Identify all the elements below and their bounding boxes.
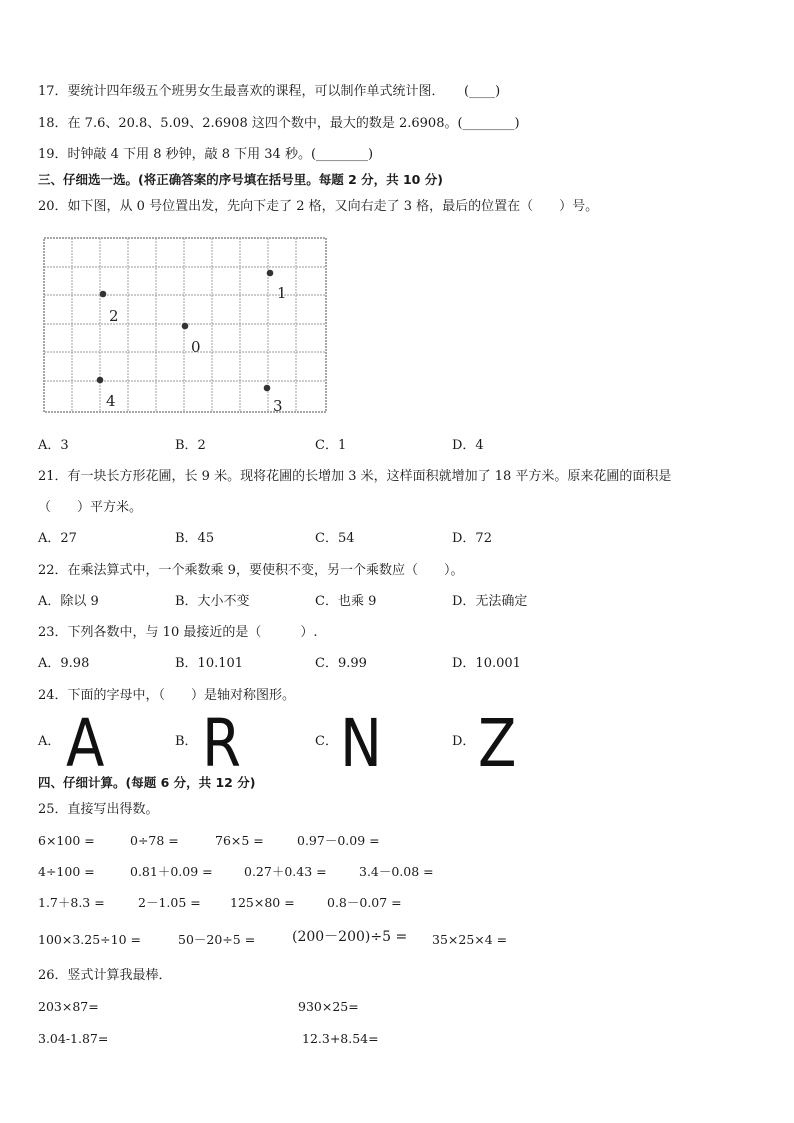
q24-option-d-label[interactable]: D．: [452, 734, 476, 749]
point-0-label: 0: [191, 338, 201, 356]
q23-option-a[interactable]: A．9.98: [38, 656, 90, 671]
q25-expr: 35×25×4 =: [432, 932, 508, 947]
q23-option-b[interactable]: B．10.101: [175, 656, 244, 671]
q25-expr: 0.81＋0.09 =: [130, 864, 213, 879]
question-22: 22．在乘法算式中，一个乘数乘 9，要使积不变，另一个乘数应（ ）。: [38, 563, 464, 578]
q20-option-a[interactable]: A．3: [38, 438, 69, 453]
q24-option-c-label[interactable]: C．: [315, 734, 338, 749]
q26-item: 930×25=: [298, 999, 359, 1014]
q22-option-d[interactable]: D．无法确定: [452, 594, 528, 609]
point-4-label: 4: [106, 392, 116, 410]
point-1-label: 1: [277, 284, 287, 302]
q20-option-b[interactable]: B．2: [175, 438, 206, 453]
q24-letter-a: A: [66, 705, 105, 782]
q21-option-a[interactable]: A．27: [38, 531, 77, 546]
q21-option-c[interactable]: C．54: [315, 531, 355, 546]
q22-option-c[interactable]: C．也乘 9: [315, 594, 377, 609]
q23-option-c[interactable]: C．9.99: [315, 656, 367, 671]
point-2-dot: [100, 291, 107, 298]
question-25: 25．直接写出得数。: [38, 802, 159, 817]
q24-option-a-label[interactable]: A．: [38, 734, 61, 749]
q24-letter-r: R: [202, 705, 241, 782]
q22-option-a[interactable]: A．除以 9: [38, 594, 99, 609]
section-3-heading: 三、仔细选一选。(将正确答案的序号填在括号里。每题 2 分，共 10 分): [38, 172, 443, 187]
q25-expr: 6×100 =: [38, 833, 95, 848]
q24-option-b-label[interactable]: B．: [175, 734, 198, 749]
point-1-dot: [267, 270, 274, 277]
q26-item: 203×87=: [38, 999, 99, 1014]
q25-expr: 0.27＋0.43 =: [244, 864, 327, 879]
question-19: 19．时钟敲 4 下用 8 秒钟，敲 8 下用 34 秒。(________): [38, 147, 374, 162]
q25-expr: 76×5 =: [215, 833, 264, 848]
point-4-dot: [97, 377, 104, 384]
question-18: 18．在 7.6、20.8、5.09、2.6908 这四个数中，最大的数是 2.6908。(________): [38, 116, 520, 131]
q20-option-d[interactable]: D．4: [452, 438, 484, 453]
q20-option-c[interactable]: C．1: [315, 438, 347, 453]
section-4-heading: 四、仔细计算。(每题 6 分，共 12 分): [38, 775, 256, 790]
q21-option-d[interactable]: D．72: [452, 531, 492, 546]
q25-expr: (200－200)÷5 =: [292, 929, 408, 945]
q25-expr: 1.7＋8.3 =: [38, 895, 105, 910]
q26-item: 3.04-1.87=: [38, 1031, 109, 1046]
question-20: 20．如下图，从 0 号位置出发，先向下走了 2 格，又向右走了 3 格，最后的位置在（ ）号。: [38, 199, 599, 214]
q24-letter-n: N: [340, 705, 382, 782]
q25-expr: 125×80 =: [230, 895, 295, 910]
question-21-line-1: 21．有一块长方形花圃，长 9 米。现将花圃的长增加 3 米，这样面积就增加了 18 平方米。原来花圃的面积是: [38, 469, 672, 484]
q24-letter-z: Z: [478, 705, 517, 782]
q21-option-b[interactable]: B．45: [175, 531, 215, 546]
question-17: 17．要统计四年级五个班男女生最喜欢的课程，可以制作单式统计图． (____): [38, 84, 501, 99]
q26-item: 12.3+8.54=: [302, 1031, 379, 1046]
q25-expr: 3.4－0.08 =: [359, 864, 434, 879]
q22-option-b[interactable]: B．大小不变: [175, 594, 250, 609]
point-2-label: 2: [109, 307, 119, 325]
q25-expr: 0÷78 =: [130, 833, 179, 848]
question-21-line-2: （ ）平方米。: [38, 500, 143, 515]
q25-expr: 100×3.25÷10 =: [38, 932, 141, 947]
grid-svg: [42, 236, 328, 414]
question-26: 26．竖式计算我最棒．: [38, 968, 172, 983]
q23-option-d[interactable]: D．10.001: [452, 656, 521, 671]
question-23: 23．下列各数中，与 10 最接近的是（ ）.: [38, 625, 318, 640]
q25-expr: 0.8－0.07 =: [327, 895, 402, 910]
point-3-label: 3: [273, 397, 283, 414]
q25-expr: 50－20÷5 =: [178, 932, 256, 947]
q25-expr: 0.97－0.09 =: [297, 833, 380, 848]
grid-figure: [42, 236, 328, 414]
point-3-dot: [264, 385, 271, 392]
q25-expr: 4÷100 =: [38, 864, 95, 879]
q25-expr: 2－1.05 =: [138, 895, 201, 910]
question-24: 24．下面的字母中，（ ）是轴对称图形。: [38, 688, 296, 703]
point-0-dot: [182, 323, 189, 330]
